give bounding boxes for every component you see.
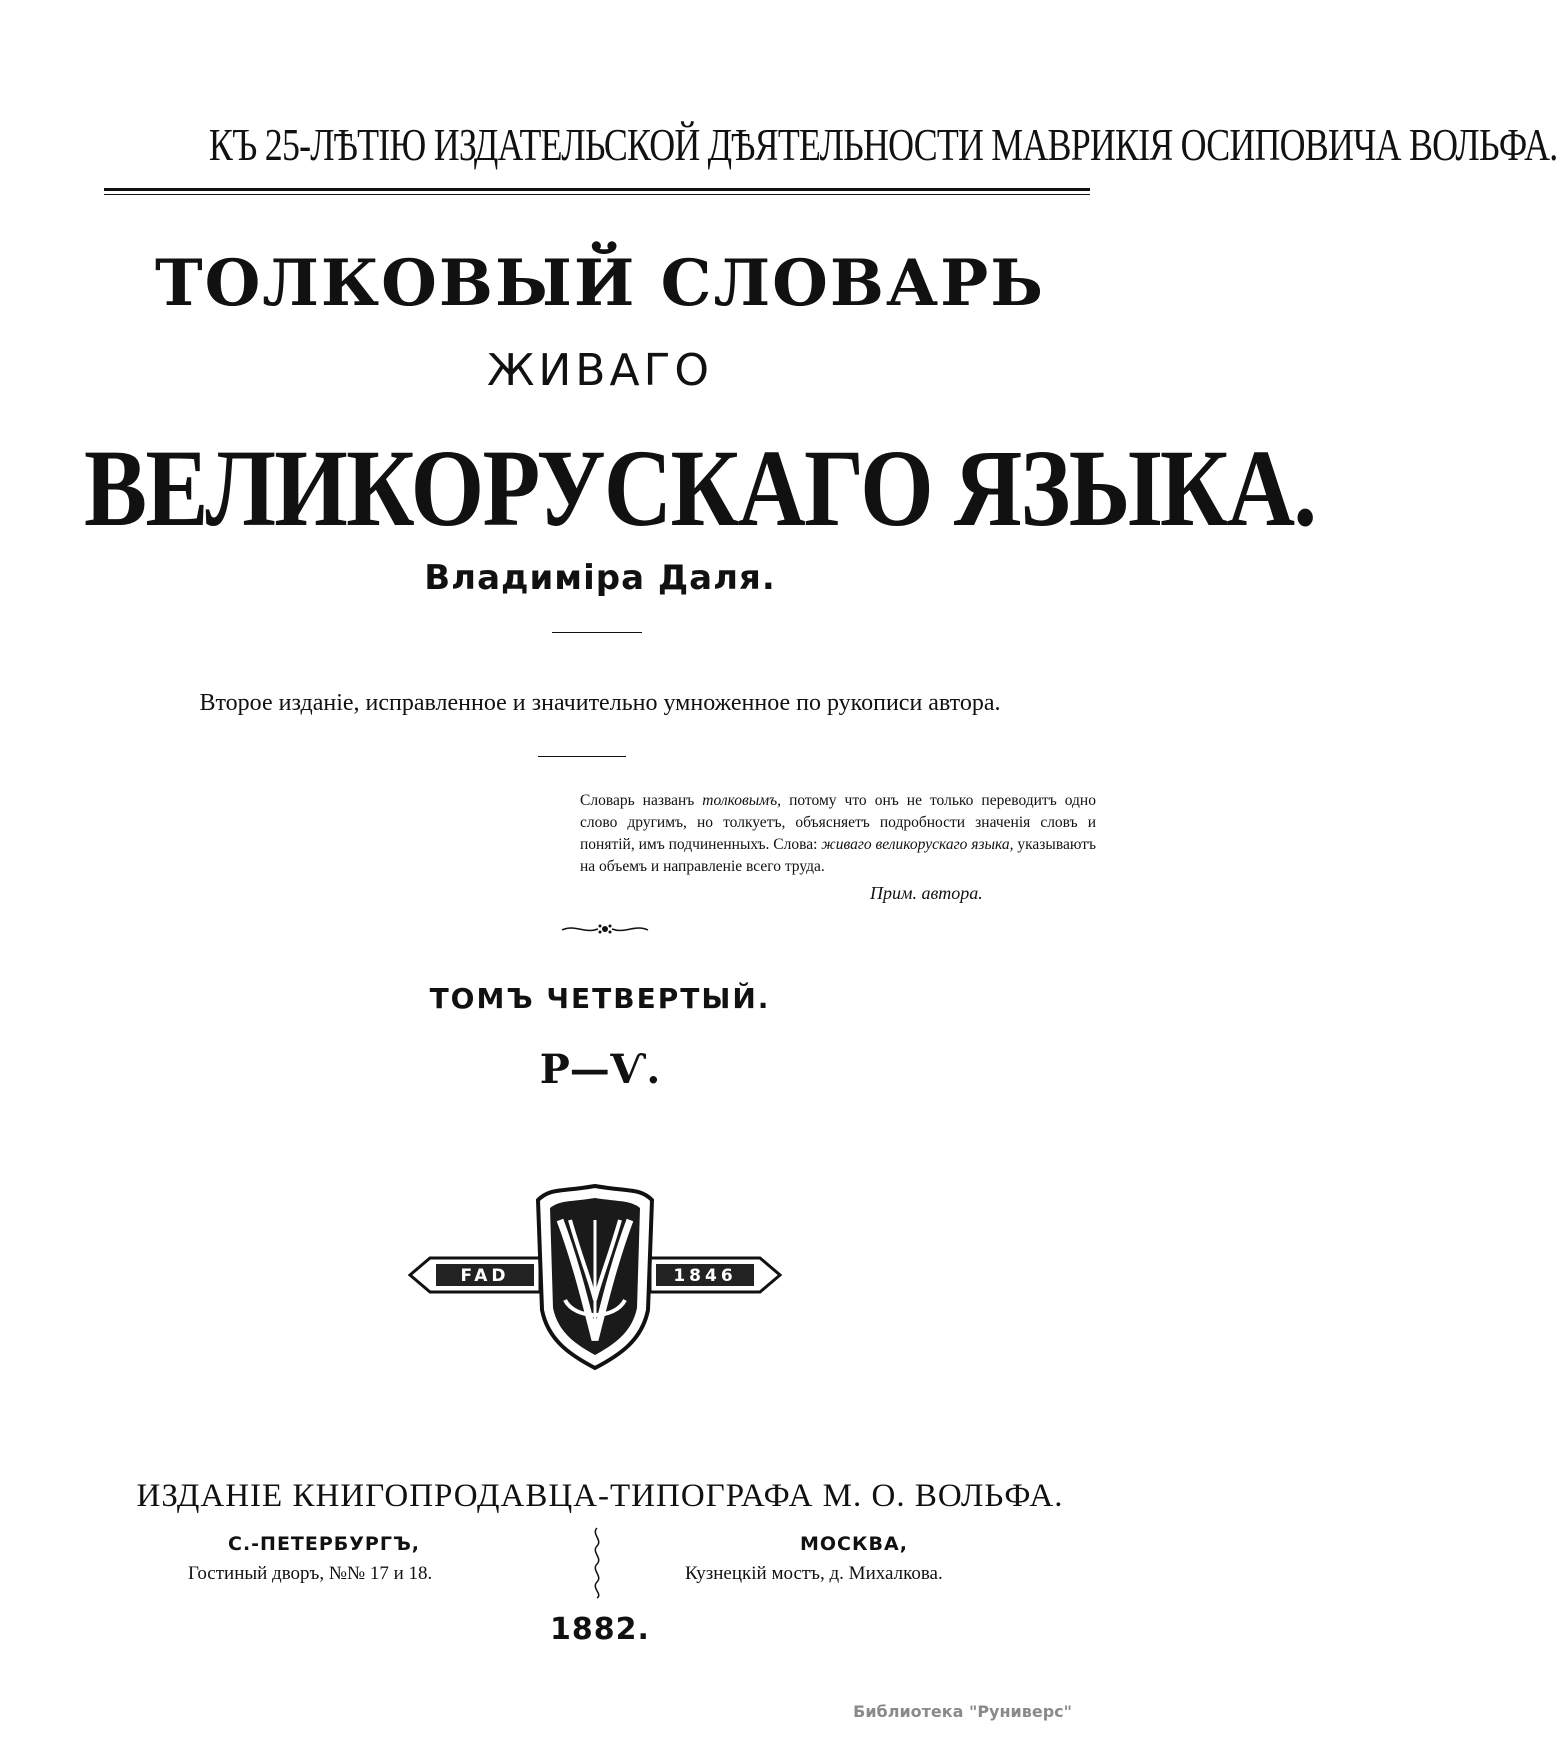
- publication-year: 1882.: [550, 1612, 650, 1647]
- title-line-2: ЖИВАГО: [486, 345, 714, 396]
- wavy-divider-icon: [590, 1528, 604, 1598]
- title-line-3: ВЕЛИКОРУСКАГО ЯЗЫКА.: [84, 427, 1316, 549]
- address-right: Кузнецкій мостъ, д. Михалкова.: [685, 1563, 943, 1584]
- note-text-3: указываютъ на объемъ и направленіе всего труда.: [580, 836, 1097, 875]
- volume-label: ТОМЪ ЧЕТВЕРТЫЙ.: [429, 982, 771, 1015]
- emblem-left-text: FAD: [460, 1266, 510, 1286]
- note-text-2: потому что онъ не только переводитъ одно слово другимъ, но толкуетъ, объясняетъ подробности значенія словъ и понятій, имъ подчиненныхъ. Слова:: [580, 792, 1096, 853]
- emblem-right-text: 1846: [673, 1266, 737, 1286]
- header-rule-thick: [104, 188, 1090, 191]
- address-left: Гостиный дворъ, №№ 17 и 18.: [188, 1563, 433, 1584]
- note-italic-2: живаго великорускаго языка,: [821, 836, 1014, 853]
- ornament-flourish-icon: [560, 920, 650, 938]
- edition-statement: Второе изданіе, исправленное и значительно умноженное по рукописи автора.: [199, 690, 1001, 716]
- note-signature: Прим. автора.: [870, 883, 983, 903]
- publisher-emblem-icon: [410, 1180, 780, 1370]
- city-left: С.-ПЕТЕРБУРГЪ,: [228, 1533, 421, 1555]
- header-rule-thin: [104, 194, 1090, 195]
- library-watermark: Библиотека "Руниверс": [853, 1702, 1072, 1721]
- note-text-1: Словарь названъ: [580, 792, 703, 809]
- volume-letters: Р—Ѵ.: [539, 1046, 661, 1093]
- city-right: МОСКВА,: [800, 1533, 908, 1555]
- divider-rule-2: [538, 756, 626, 757]
- publisher-line: ИЗДАНІЕ КНИГОПРОДАВЦА-ТИПОГРАФА М. О. ВОЛЬФА.: [136, 1478, 1064, 1514]
- author-note: [580, 790, 1096, 878]
- note-italic-1: толковымъ,: [702, 792, 782, 809]
- title-line-1: ТОЛКОВЫЙ СЛОВАРЬ: [154, 246, 1046, 321]
- divider-rule-1: [552, 632, 642, 633]
- author-name: Владиміра Даля.: [424, 558, 776, 598]
- dedication-header: КЪ 25-ЛѢТІЮ ИЗДАТЕЛЬСКОЙ ДѢЯТЕЛЬНОСТИ МАВРИКІЯ ОСИПОВИЧА ВОЛЬФА.: [208, 119, 1557, 170]
